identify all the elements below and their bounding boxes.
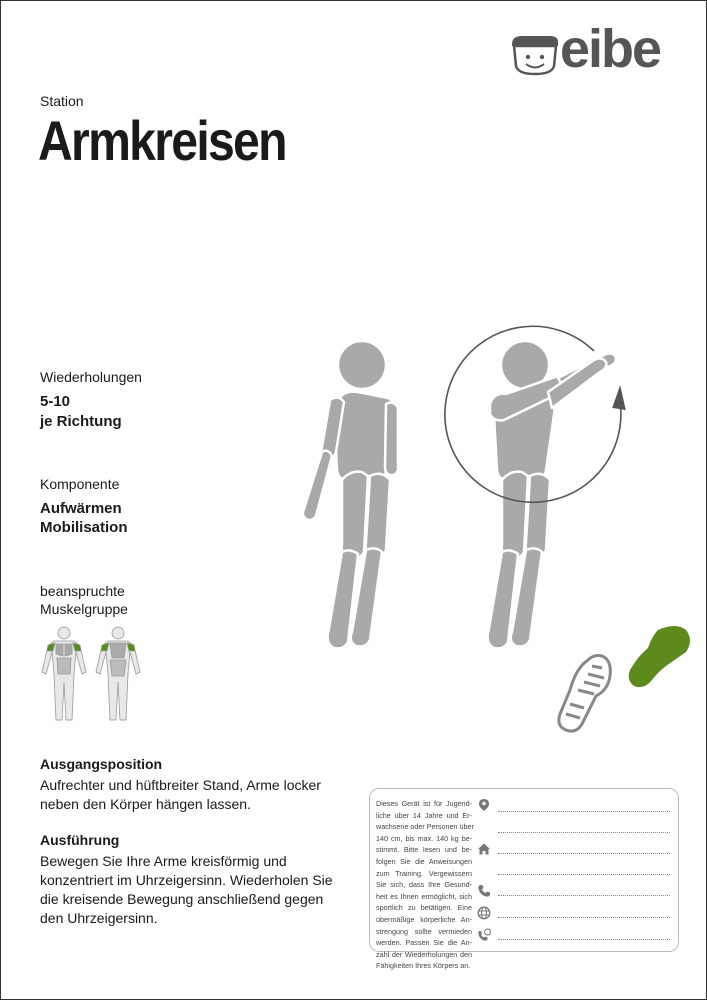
- disclaimer-line: zum Training. Vergewissern: [376, 868, 472, 878]
- globe-icon: [477, 906, 491, 920]
- address-field-2[interactable]: [498, 874, 670, 875]
- start-position-text: [40, 776, 350, 814]
- phone-field[interactable]: [498, 895, 670, 896]
- figure-standing: [303, 341, 398, 648]
- disclaimer-line: heit es Ihnen ermöglicht, sich: [376, 891, 472, 901]
- disclaimer-line: sportlich zu betätigen. Eine: [376, 903, 472, 913]
- address-field[interactable]: [498, 853, 670, 854]
- execution-line: Bewegen Sie Ihre Arme kreisförmig und: [40, 853, 287, 869]
- mascot-face-icon: [512, 36, 558, 74]
- execution-heading: Ausführung: [40, 832, 120, 848]
- body-front-figure: [42, 627, 86, 720]
- figure-arm-circle: [488, 341, 616, 648]
- start-position-heading: Ausgangsposition: [40, 756, 163, 772]
- exercise-illustration: [290, 320, 640, 660]
- disclaimer-line: übermäßige körperliche An-: [376, 914, 472, 924]
- component-value-2: Mobilisation: [40, 519, 128, 536]
- repetitions-value: 5-10: [40, 393, 71, 410]
- component-label: Komponente: [40, 476, 120, 492]
- phone-icon: [477, 884, 491, 898]
- website-field[interactable]: [498, 917, 670, 918]
- component-value-1: Aufwärmen: [40, 500, 122, 517]
- disclaimer-line: folgen Sie die Anweisungen: [376, 856, 472, 866]
- phone-chat-icon: [477, 928, 491, 942]
- disclaimer-line: strengung sollte vermieden: [376, 926, 472, 936]
- disclaimer-line: wachsene oder Personen über: [376, 822, 474, 832]
- disclaimer-line: Fähigkeiten Ihres Körpers an.: [376, 961, 471, 971]
- emergency-contact-field[interactable]: [498, 939, 670, 940]
- location-field-2[interactable]: [498, 832, 670, 833]
- execution-text: [40, 852, 350, 928]
- home-icon: [477, 842, 491, 856]
- repetitions-label: Wiederholungen: [40, 369, 142, 385]
- disclaimer-line: werden. Passen Sie die An-: [376, 938, 472, 948]
- start-position-line: neben den Körper hängen lassen.: [40, 796, 251, 812]
- page-title: Armkreisen: [38, 109, 286, 172]
- safety-disclaimer: [376, 798, 472, 972]
- muscle-group-label-1: beanspruchte: [40, 583, 125, 599]
- execution-line: den Uhrzeigersinn.: [40, 910, 158, 926]
- green-footprint-icon: [629, 626, 690, 687]
- execution-line: konzentriert im Uhrzeigersinn. Wiederholen Sie: [40, 872, 333, 888]
- footprint-icon: [548, 620, 698, 740]
- brand-wordmark: eibe: [560, 19, 661, 79]
- body-back-figure: [96, 627, 140, 720]
- disclaimer-line: liche über 14 Jahre und Er-: [376, 810, 472, 820]
- execution-line: die kreisende Bewegung anschließend gegen: [40, 891, 324, 907]
- muscle-group-label-2: Muskelgruppe: [40, 601, 128, 617]
- disclaimer-line: zahl der Wiederholungen den: [376, 949, 472, 959]
- start-position-line: Aufrechter und hüftbreiter Stand, Arme locker: [40, 777, 321, 793]
- disclaimer-line: 140 cm, bis max. 140 kg be-: [376, 833, 472, 843]
- muscle-diagram: [36, 624, 148, 724]
- info-box: [369, 788, 679, 971]
- repetitions-direction: je Richtung: [40, 413, 122, 430]
- disclaimer-line: Sie sich, dass Ihre Gesund-: [376, 880, 472, 890]
- disclaimer-line: Dieses Gerät ist für Jugend-: [376, 799, 472, 808]
- location-pin-icon: [477, 798, 491, 812]
- contact-fields: [474, 795, 670, 945]
- station-label: Station: [40, 93, 84, 109]
- shoe-sole-print-icon: [559, 656, 610, 732]
- location-field[interactable]: [498, 811, 670, 812]
- disclaimer-line: stimmt. Bitte lesen und be-: [376, 845, 472, 855]
